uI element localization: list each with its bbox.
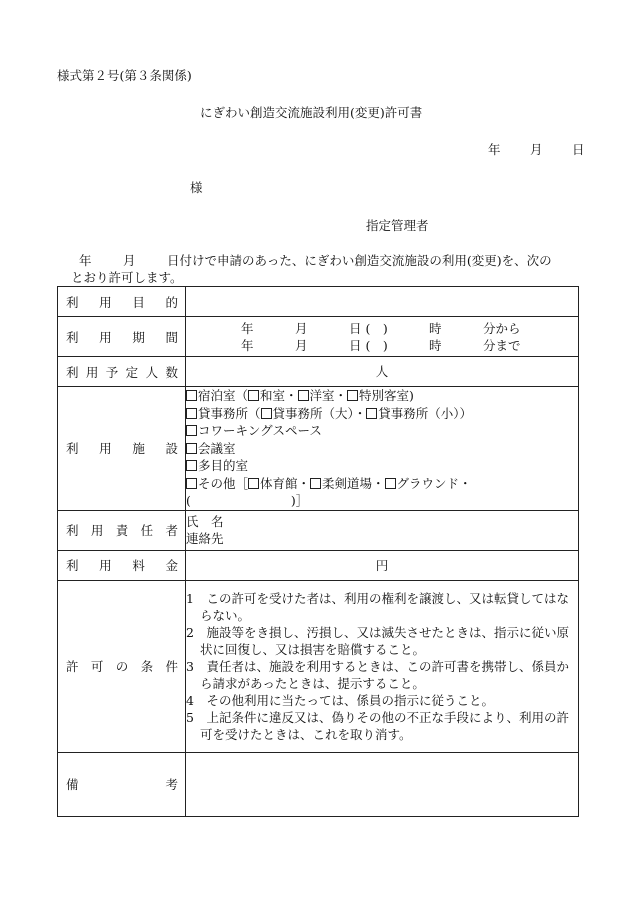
- date-day: 日: [572, 142, 585, 157]
- intro-rest: 日付けで申請のあった、にぎわい創造交流施設の利用(変更)を、次の: [167, 253, 552, 268]
- intro-month: 月: [123, 253, 136, 268]
- permit-table: [57, 286, 579, 817]
- facilities-value: [186, 387, 579, 511]
- conditions-label: 許 可 の 条 件: [58, 580, 186, 752]
- remarks-value[interactable]: [186, 752, 579, 816]
- condition-4: 4 その他利用に当たっては、係員の指示に従うこと。: [186, 692, 494, 708]
- fee-unit: 円: [375, 557, 389, 573]
- checkbox-office-small[interactable]: [366, 408, 377, 419]
- row-fee: [58, 550, 579, 580]
- checkbox-other[interactable]: [186, 478, 197, 489]
- people-unit: 人: [375, 364, 389, 379]
- issuer: 指定管理者: [366, 218, 429, 233]
- period-start: 年 月 日 ( ) 時 分から: [241, 320, 521, 336]
- row-conditions: [58, 580, 579, 752]
- intro-year: 年: [79, 253, 92, 268]
- facility-other: その他［ 体育館・ 柔剣道場・ グラウンド・( )］: [186, 475, 472, 508]
- checkbox-coworking[interactable]: [186, 425, 197, 436]
- condition-3: 3 責任者は、施設を利用するときは、この許可書を携帯し、係員から請求があったときは、提示すること。: [186, 658, 569, 691]
- checkbox-western-room[interactable]: [298, 390, 309, 401]
- row-period: [58, 317, 579, 357]
- responsible-contact: 連絡先: [186, 531, 224, 546]
- document-title: にぎわい創造交流施設利用(変更)許可書: [200, 105, 423, 120]
- fee-label: 利 用 料 金: [58, 550, 186, 580]
- checkbox-office-large[interactable]: [261, 408, 272, 419]
- addressee-suffix: 様: [190, 180, 203, 195]
- responsible-value[interactable]: [186, 510, 579, 550]
- form-number: 様式第２号(第３条関係): [57, 68, 192, 83]
- condition-2: 2 施設等をき損し、汚損し、又は滅失させたときは、指示に従い原状に回復し、又は損害を賠償すること。: [186, 624, 569, 657]
- people-value[interactable]: [186, 357, 579, 387]
- checkbox-japanese-room[interactable]: [248, 390, 259, 401]
- facility-office: 貸事務所（ 貸事務所（大）・ 貸事務所（小））: [186, 405, 578, 423]
- period-label: 利 用 期 間: [58, 317, 186, 357]
- facilities-label: 利 用 施 設: [58, 387, 186, 511]
- checkbox-lodging[interactable]: [186, 390, 197, 401]
- checkbox-multipurpose[interactable]: [186, 460, 197, 471]
- facility-lodging: 宿泊室（ 和室・ 洋室・ 特別客室): [186, 387, 578, 405]
- checkbox-dojo[interactable]: [310, 478, 321, 489]
- intro-line2: とおり許可します。: [71, 270, 183, 285]
- checkbox-gym[interactable]: [248, 478, 259, 489]
- conditions-value: [186, 580, 579, 752]
- responsible-label: 利 用 責 任 者: [58, 510, 186, 550]
- condition-1: 1 この許可を受けた者は、利用の権利を譲渡し、又は転貸してはならない。: [186, 590, 569, 623]
- intro-text: [57, 252, 579, 286]
- period-end: 年 月 日 ( ) 時 分まで: [241, 337, 521, 353]
- facility-multipurpose: 多目的室: [186, 457, 578, 475]
- row-facilities: [58, 387, 579, 511]
- fee-value[interactable]: [186, 550, 579, 580]
- date-year: 年: [488, 142, 501, 157]
- checkbox-special-room[interactable]: [347, 390, 358, 401]
- period-value[interactable]: [186, 317, 579, 357]
- row-purpose: [58, 287, 579, 317]
- row-responsible: [58, 510, 579, 550]
- facility-coworking: コワーキングスペース: [186, 422, 578, 440]
- row-remarks: [58, 752, 579, 816]
- facility-meeting: 会議室: [186, 440, 578, 458]
- condition-5: 5 上記条件に違反又は、偽りその他の不正な手段により、利用の許可を受けたときは、これを取り消す。: [186, 709, 569, 742]
- responsible-name: 氏 名: [186, 514, 224, 529]
- checkbox-meeting[interactable]: [186, 443, 197, 454]
- date-month: 月: [530, 142, 543, 157]
- row-people: [58, 357, 579, 387]
- checkbox-ground[interactable]: [385, 478, 396, 489]
- issue-date: [488, 140, 585, 158]
- remarks-label: 備 考: [58, 752, 186, 816]
- checkbox-office[interactable]: [186, 408, 197, 419]
- purpose-label: 利 用 目 的: [58, 287, 186, 317]
- purpose-value[interactable]: [186, 287, 579, 317]
- people-label: 利 用 予 定 人 数: [58, 357, 186, 387]
